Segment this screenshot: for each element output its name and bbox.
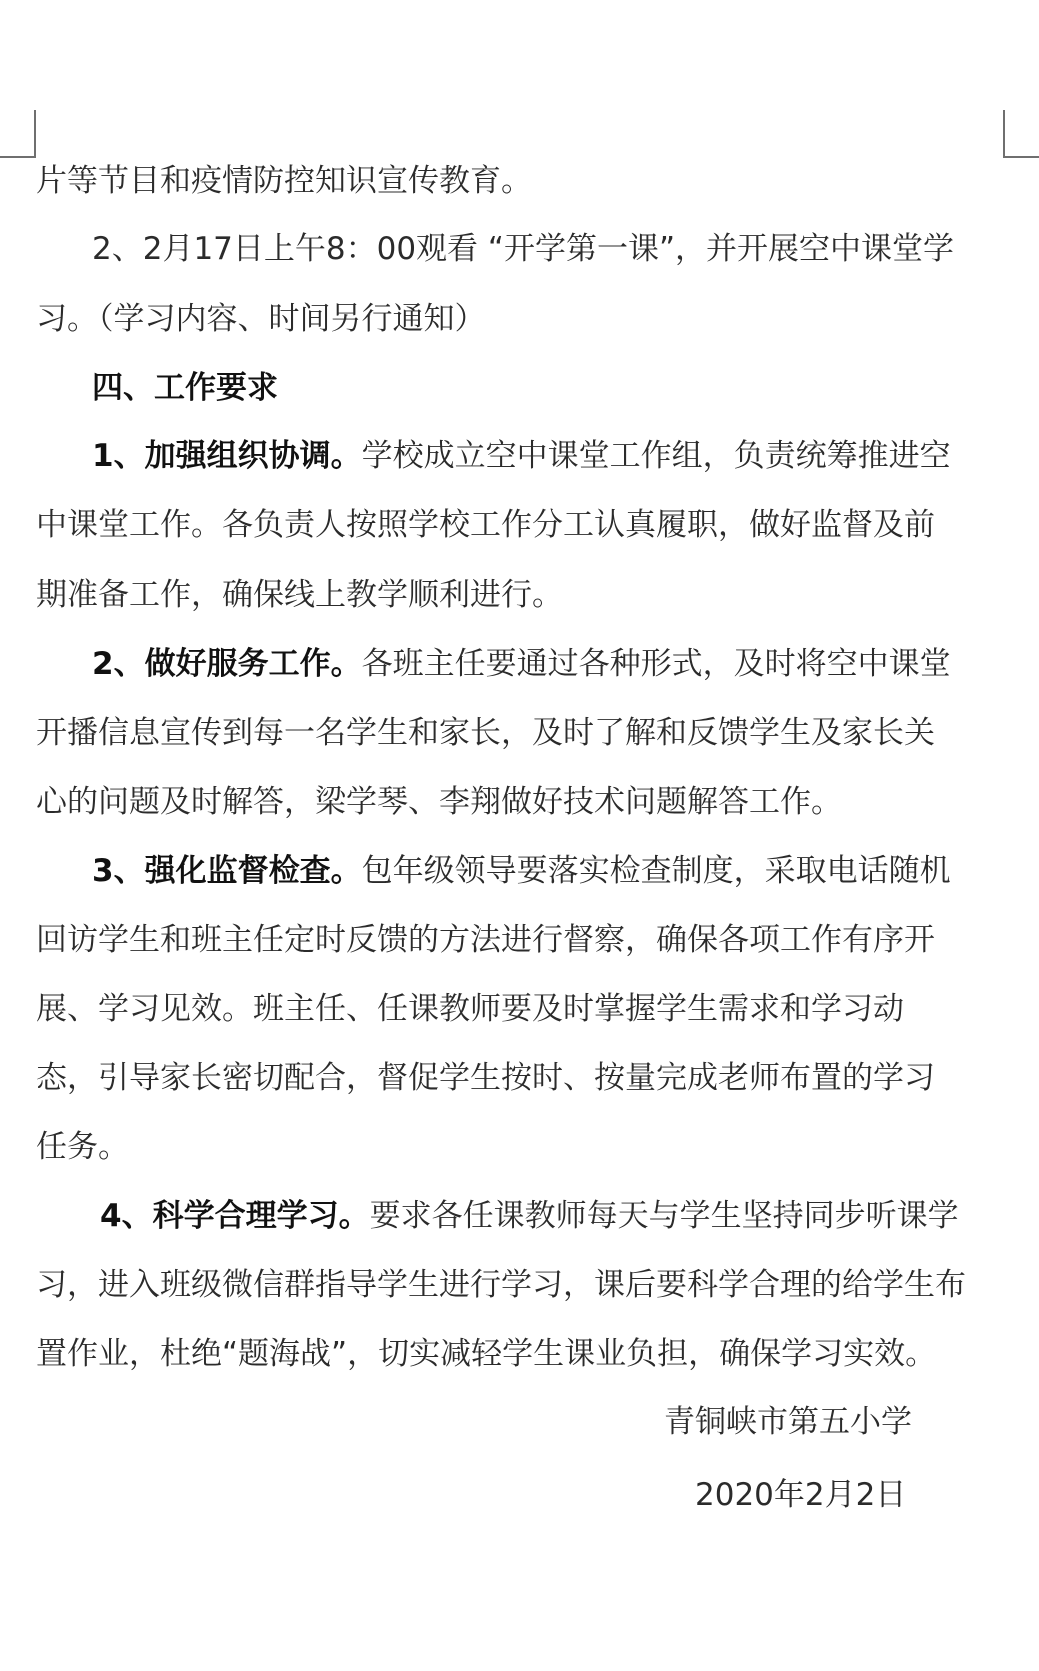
text-line: 习。（学习内容、时间另行通知）: [36, 301, 486, 337]
requirement-4-line: [100, 1191, 959, 1241]
requirement-4-text: 要求各任课教师每天与学生坚持同步听课学: [369, 1198, 959, 1234]
text-line: 习，进入班级微信群指导学生进行学习，课后要科学合理的给学生布: [36, 1267, 966, 1303]
text-line: 回访学生和班主任定时反馈的方法进行督察，确保各项工作有序开: [36, 922, 935, 958]
text-line: 中课堂工作。各负责人按照学校工作分工认真履职，做好监督及前: [36, 507, 935, 543]
text-line: 片等节目和疫情防控知识宣传教育。: [36, 163, 532, 199]
page-corner-mark-left: [0, 110, 36, 158]
text-line: 心的问题及时解答，梁学琴、李翔做好技术问题解答工作。: [36, 784, 842, 820]
text-line: 置作业，杜绝“题海战”，切实减轻学生课业负担，确保学习实效。: [36, 1336, 937, 1372]
page-corner-mark-right: [1003, 110, 1039, 158]
section-heading-requirements: 四、工作要求: [92, 370, 278, 406]
requirement-3-title: 3、强化监督检查。: [92, 853, 362, 889]
signature-org: 青铜峡市第五小学: [664, 1404, 912, 1440]
requirement-3-line: [92, 846, 951, 896]
requirement-1-text: 学校成立空中课堂工作组，负责统筹推进空: [361, 438, 951, 474]
text-line: 态，引导家长密切配合，督促学生按时、按量完成老师布置的学习: [36, 1060, 935, 1096]
requirement-2-title: 2、做好服务工作。: [92, 646, 362, 682]
requirement-1-line: [92, 431, 951, 481]
requirement-1-title: 1、加强组织协调。: [92, 438, 362, 474]
text-line: 期准备工作，确保线上教学顺利进行。: [36, 577, 563, 613]
signature-date: 2020年2月2日: [695, 1477, 907, 1513]
item-2-line: 2、2月17日上午8：00观看 “开学第一课”，并开展空中课堂学: [92, 231, 955, 267]
text-line: 任务。: [36, 1129, 129, 1165]
requirement-4-title: 4、科学合理学习。: [100, 1198, 370, 1234]
text-line: 开播信息宣传到每一名学生和家长，及时了解和反馈学生及家长关: [36, 715, 935, 751]
text-line: 展、学习见效。班主任、任课教师要及时掌握学生需求和学习动: [36, 991, 904, 1027]
requirement-2-text: 各班主任要通过各种形式，及时将空中课堂: [361, 646, 951, 682]
requirement-2-line: [92, 639, 951, 689]
requirement-3-text: 包年级领导要落实检查制度，采取电话随机: [361, 853, 951, 889]
